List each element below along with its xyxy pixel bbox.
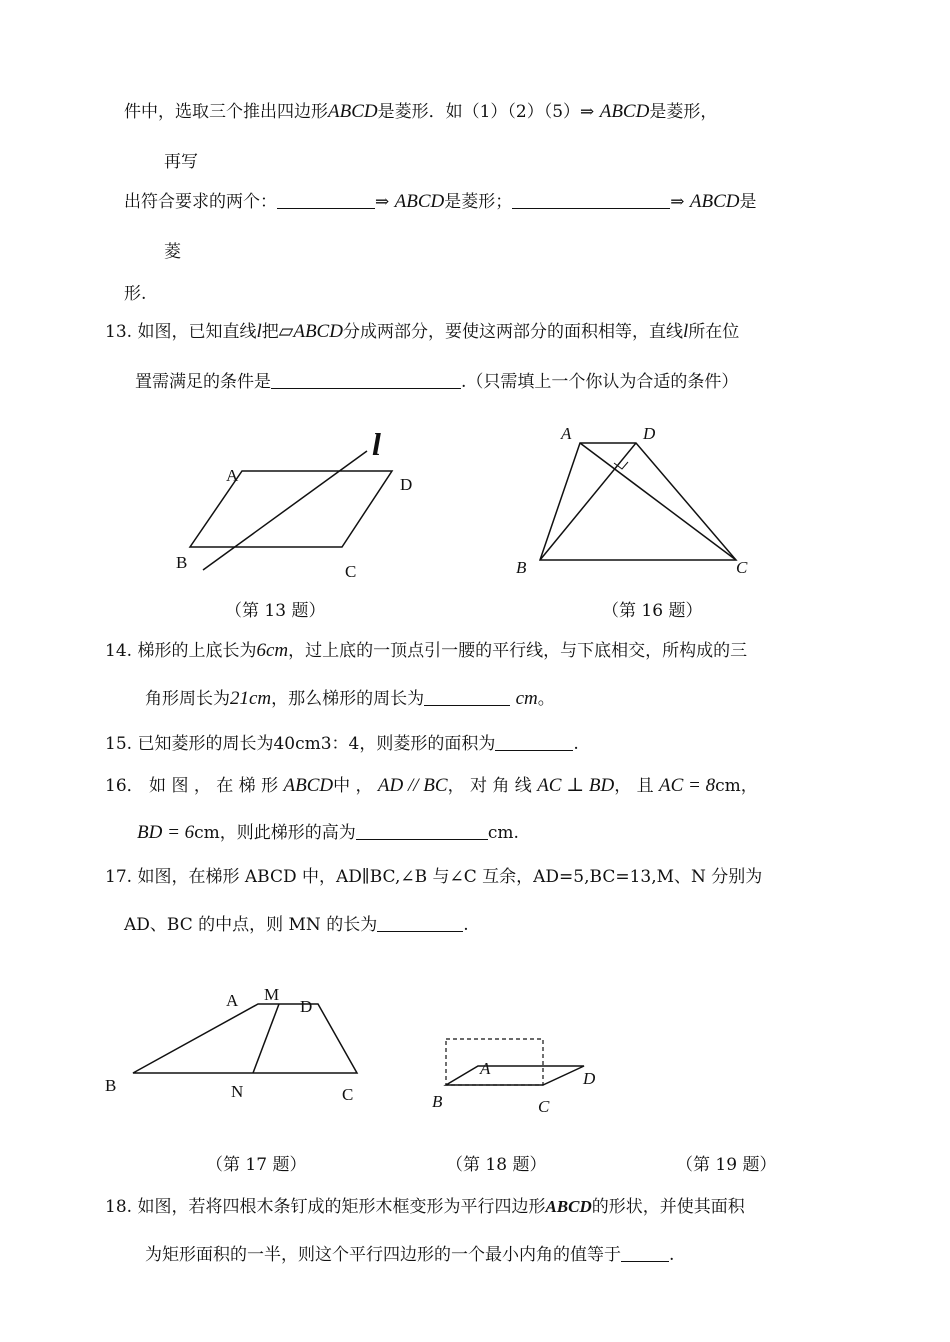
- q18-text: 的形状，并使其面积: [591, 1197, 745, 1217]
- fig16-trapezoid: [540, 443, 736, 560]
- fig16-label-b: B: [516, 558, 527, 577]
- q15-line: [105, 733, 579, 755]
- parallelogram-abcd: ▱ABCD: [278, 321, 343, 342]
- q12-text: 是菱形；: [444, 192, 513, 212]
- fig13-label-a: A: [226, 466, 239, 485]
- q12-line4: 菱: [164, 242, 181, 262]
- q12-text: 出符合要求的两个：: [124, 192, 277, 212]
- fig17-label-b: B: [105, 1076, 117, 1095]
- fig17-label-m: M: [264, 985, 280, 1004]
- q13-text: 置需满足的条件是: [135, 372, 271, 392]
- fig17-label-n: N: [231, 1082, 244, 1101]
- fig13-label-b: B: [176, 553, 188, 572]
- answer-blank[interactable]: [621, 1245, 669, 1262]
- fig17-label-d: D: [300, 997, 313, 1016]
- q18-text: 如图，若将四根木条钉成的矩形木框变形为平行四边形: [137, 1197, 546, 1217]
- answer-blank[interactable]: [424, 689, 510, 706]
- question-number: 16．: [105, 776, 144, 796]
- q14-text: ，过上底的一顶点引一腰的平行线，与下底相交，所构成的三: [288, 641, 748, 661]
- q12-abcd: ABCD: [689, 191, 740, 212]
- q16-text: 如 图 ， 在 梯 形: [149, 776, 279, 796]
- q14-line2: [145, 688, 555, 710]
- q16-text: 中 ，: [333, 776, 373, 796]
- q12-abcd: ABCD: [599, 101, 650, 122]
- q13-text: 把: [261, 322, 279, 342]
- fig18-label-b: B: [432, 1092, 443, 1111]
- q13-text: 如图，已知直线: [137, 322, 257, 342]
- answer-blank[interactable]: [495, 734, 573, 751]
- fig13-label-c: C: [345, 562, 357, 581]
- q14-value: 21cm: [230, 688, 272, 709]
- fig16-label-d: D: [643, 424, 656, 443]
- fig16-label-a: A: [561, 424, 572, 443]
- q16-ac: AC = 8: [659, 775, 716, 796]
- fig13-parallelogram: [190, 471, 392, 547]
- q12-text: 是菱形．如（1）（2）（5）⇒: [377, 102, 595, 122]
- q14-text: 。: [537, 689, 555, 709]
- q15-text: .: [573, 734, 579, 754]
- fig16-diagonal-bd: [540, 443, 636, 560]
- fig16-diagonal-ac: [580, 443, 736, 560]
- q16-text: ， 对 角 线: [447, 776, 532, 796]
- line-l: l: [256, 321, 262, 342]
- q17-line2: [124, 914, 469, 936]
- q18-abcd: ABCD: [545, 1197, 592, 1216]
- fig18-caption: （第 18 题）: [446, 1155, 547, 1175]
- fig17-label-c: C: [342, 1085, 354, 1104]
- q16-abcd: ABCD: [283, 775, 334, 796]
- implies-symbol: ⇒: [670, 192, 685, 212]
- q17-line1: [105, 866, 762, 888]
- q12-line2: 再写: [164, 152, 198, 172]
- q13-text: 分成两部分，要使这两部分的面积相等，直线: [342, 322, 683, 342]
- fig18-label-d: D: [583, 1069, 596, 1088]
- fig17-label-a: A: [226, 991, 239, 1010]
- fig17-segment-mn: [253, 1004, 279, 1073]
- q18-line1: [105, 1196, 745, 1218]
- fig18-label-c: C: [538, 1097, 550, 1116]
- q17-text: AD、BC 的中点，则 MN 的长为: [124, 915, 378, 935]
- answer-blank[interactable]: [356, 823, 488, 840]
- line-l: l: [682, 321, 689, 342]
- q14-text: ，那么梯形的周长为: [271, 689, 425, 709]
- fig17-caption: （第 17 题）: [206, 1155, 307, 1175]
- q16-line2: [137, 822, 519, 844]
- fig18-rectangle: [446, 1039, 543, 1085]
- q15-text: 已知菱形的周长为40cm3：4，则菱形的面积为: [137, 734, 496, 754]
- q17-text: .: [463, 915, 469, 935]
- fig16-caption: （第 16 题）: [602, 601, 703, 621]
- fig18-parallelogram: [446, 1066, 584, 1085]
- q16-parallel: AD // BC: [377, 775, 448, 796]
- answer-blank[interactable]: [377, 915, 463, 932]
- q14-text: 角形周长为: [145, 689, 230, 709]
- q12-abcd: ABCD: [394, 191, 445, 212]
- implies-symbol: ⇒: [375, 192, 390, 212]
- question-number: 13.: [105, 322, 133, 342]
- q12-abcd: ABCD: [328, 101, 378, 122]
- fig16-label-c: C: [736, 558, 748, 577]
- q12-text: 是菱形，: [649, 102, 718, 122]
- q16-text: cm，: [715, 776, 758, 796]
- question-number: 18.: [105, 1197, 133, 1217]
- fig17-trapezoid: [133, 1004, 357, 1073]
- fig13-label-d: D: [400, 475, 413, 494]
- q16-text: cm.: [487, 823, 519, 843]
- fig19-caption: （第 19 题）: [676, 1155, 777, 1175]
- fig18-label-a: A: [480, 1059, 491, 1078]
- fig13-caption: （第 13 题）: [225, 601, 326, 621]
- q14-line1: [105, 640, 747, 662]
- q16-text: ， 且: [614, 776, 654, 796]
- question-number: 14.: [105, 641, 133, 661]
- q14-value: 6cm: [256, 640, 289, 661]
- q16-bd: BD = 6: [137, 822, 195, 843]
- q18-text: .: [669, 1245, 675, 1265]
- q16-text: cm，则此梯形的高为: [194, 823, 356, 843]
- q12-text: 是: [739, 192, 757, 212]
- q12-line5: 形.: [124, 284, 147, 304]
- q14-unit: cm: [515, 688, 538, 709]
- q16-line1: [105, 775, 758, 797]
- question-number: 15.: [105, 734, 133, 754]
- q13-text: .（只需填上一个你认为合适的条件）: [461, 372, 739, 392]
- q14-text: 梯形的上底长为: [137, 641, 257, 661]
- fig13-label-l: l: [372, 426, 381, 462]
- question-number: 17.: [105, 867, 133, 887]
- q13-text: 所在位: [688, 322, 740, 342]
- q16-perpendicular: AC ⊥ BD: [537, 775, 615, 796]
- q18-text: 为矩形面积的一半，则这个平行四边形的一个最小内角的值等于: [145, 1245, 621, 1265]
- q18-line2: [145, 1244, 674, 1266]
- q17-text: 如图，在梯形 ABCD 中，AD∥BC,∠B 与∠C 互余，AD=5,BC=13,M、N 分别为: [137, 867, 763, 887]
- q12-text: 件中，选取三个推出四边形: [124, 102, 328, 122]
